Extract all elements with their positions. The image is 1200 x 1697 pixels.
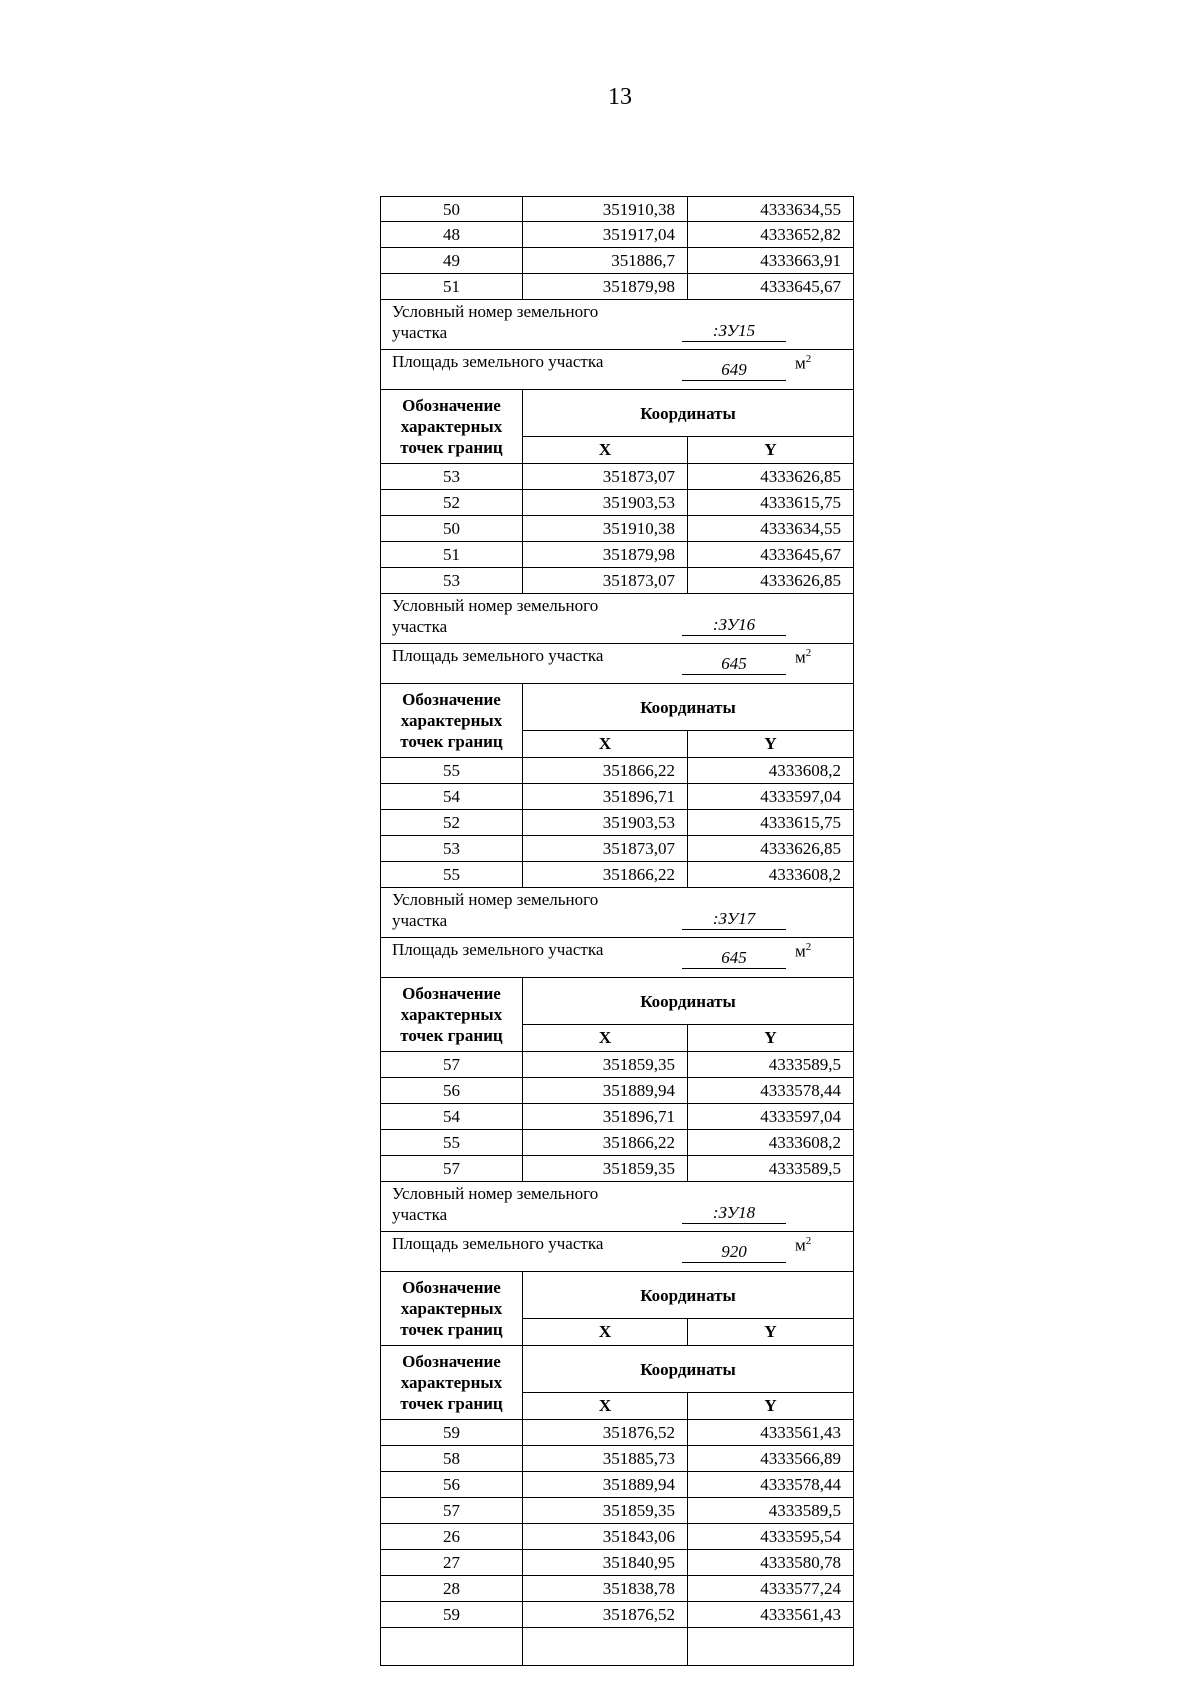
y-coordinate-cell: 4333561,43 (760, 1423, 841, 1442)
y-coordinate-cell: 4333578,44 (760, 1081, 841, 1100)
y-coordinate-cell: 4333626,85 (760, 571, 841, 590)
header-point-designation: Обозначение характерных точек границ (381, 978, 523, 1051)
coordinate-row (380, 568, 854, 594)
x-coordinate-cell: 351859,35 (523, 1156, 688, 1181)
coordinate-row (380, 862, 854, 888)
y-coordinate-cell: 4333645,67 (760, 545, 841, 564)
coordinate-row (380, 1078, 854, 1104)
y-coordinate-cell: 4333663,91 (760, 251, 841, 270)
parcel-area-row (380, 644, 854, 684)
point-number-cell: 51 (381, 542, 523, 567)
y-coordinate-cell: 4333580,78 (760, 1553, 841, 1572)
empty-table-row (380, 1628, 854, 1666)
area-unit: $м^2$ (795, 353, 812, 373)
point-number-cell: 27 (381, 1550, 523, 1575)
header-point-designation: Обозначение характерных точек границ (381, 684, 523, 757)
parcel-number-value: :ЗУ15 (682, 321, 786, 342)
header-x: X (523, 1025, 688, 1051)
coordinate-row (380, 196, 854, 222)
header-coordinates-group (523, 1272, 853, 1345)
point-number-cell: 59 (381, 1420, 523, 1445)
point-number-cell: 59 (381, 1602, 523, 1627)
point-number-cell: 55 (381, 862, 523, 887)
coordinate-row (380, 1498, 854, 1524)
parcel-number-row (380, 594, 854, 644)
header-coordinates-group (523, 684, 853, 757)
point-number-cell: 51 (381, 274, 523, 299)
header-axes (523, 437, 853, 463)
point-number-cell: 57 (381, 1156, 523, 1181)
table-header (380, 1272, 854, 1346)
x-coordinate-cell: 351896,71 (523, 784, 688, 809)
coordinate-row (380, 810, 854, 836)
header-x: X (523, 1393, 688, 1419)
x-coordinate-cell: 351917,04 (523, 222, 688, 247)
y-coordinate-cell: 4333597,04 (760, 787, 841, 806)
x-coordinate-cell: 351879,98 (523, 274, 688, 299)
point-number-cell: 55 (381, 758, 523, 783)
table-header (380, 390, 854, 464)
coordinate-row (380, 1602, 854, 1628)
x-coordinate-cell: 351903,53 (523, 490, 688, 515)
x-coordinate-cell: 351859,35 (523, 1498, 688, 1523)
table-header (380, 684, 854, 758)
x-coordinate-cell: 351866,22 (523, 862, 688, 887)
parcel-area-row (380, 1232, 854, 1272)
header-point-designation: Обозначение характерных точек границ (381, 390, 523, 463)
x-coordinate-cell: 351859,35 (523, 1052, 688, 1077)
y-coordinate-cell: 4333645,67 (760, 277, 841, 296)
x-coordinate-cell: 351886,7 (523, 248, 688, 273)
x-coordinate-cell: 351889,94 (523, 1472, 688, 1497)
point-number-cell: 55 (381, 1130, 523, 1155)
coordinate-row (380, 1472, 854, 1498)
parcel-number-label: Условный номер земельного участка (392, 302, 599, 342)
y-coordinate-cell: 4333589,5 (768, 1501, 841, 1520)
coordinate-row (380, 1420, 854, 1446)
y-coordinate-cell: 4333615,75 (760, 813, 841, 832)
coordinate-row (380, 1052, 854, 1078)
point-number-cell: 52 (381, 810, 523, 835)
point-number-cell: 52 (381, 490, 523, 515)
y-coordinate-cell: 4333608,2 (768, 1133, 841, 1152)
header-x: X (523, 731, 688, 757)
point-number-cell: 54 (381, 784, 523, 809)
point-number-cell: 48 (381, 222, 523, 247)
point-number-cell: 50 (381, 197, 523, 221)
empty-x-cell (523, 1628, 688, 1665)
point-number-cell: 57 (381, 1052, 523, 1077)
point-number-cell: 53 (381, 464, 523, 489)
y-coordinate-cell: 4333634,55 (760, 200, 841, 219)
point-number-cell: 49 (381, 248, 523, 273)
header-coordinates-group (523, 978, 853, 1051)
header-point-designation: Обозначение характерных точек границ (381, 1346, 523, 1419)
point-number-cell: 50 (381, 516, 523, 541)
x-coordinate-cell: 351840,95 (523, 1550, 688, 1575)
coordinate-row (380, 1130, 854, 1156)
header-x: X (523, 1319, 688, 1345)
y-coordinate-cell: 4333566,89 (760, 1449, 841, 1468)
x-coordinate-cell: 351873,07 (523, 836, 688, 861)
parcel-number-row (380, 888, 854, 938)
header-axes (523, 1025, 853, 1051)
y-coordinate-cell: 4333561,43 (760, 1605, 841, 1624)
header-axes (523, 1393, 853, 1419)
x-coordinate-cell: 351866,22 (523, 1130, 688, 1155)
area-unit: $м^2$ (795, 647, 812, 667)
y-coordinate-cell: 4333578,44 (760, 1475, 841, 1494)
parcel-area-label: Площадь земельного участка (392, 940, 604, 959)
x-coordinate-cell: 351910,38 (523, 197, 688, 221)
parcel-area-row (380, 938, 854, 978)
coordinate-row (380, 1104, 854, 1130)
point-number-cell: 53 (381, 568, 523, 593)
header-point-designation: Обозначение характерных точек границ (381, 1272, 523, 1345)
area-unit: $м^2$ (795, 1235, 812, 1255)
x-coordinate-cell: 351843,06 (523, 1524, 688, 1549)
y-coordinate-cell: 4333608,2 (768, 761, 841, 780)
x-coordinate-cell: 351896,71 (523, 1104, 688, 1129)
coordinate-row (380, 1576, 854, 1602)
coordinate-row (380, 836, 854, 862)
x-coordinate-cell: 351879,98 (523, 542, 688, 567)
point-number-cell: 26 (381, 1524, 523, 1549)
header-coordinates: Координаты (523, 1272, 853, 1319)
header-coordinates-group (523, 390, 853, 463)
coordinate-row (380, 464, 854, 490)
point-number-cell: 54 (381, 1104, 523, 1129)
header-y: Y (764, 1396, 777, 1415)
y-coordinate-cell: 4333608,2 (768, 865, 841, 884)
x-coordinate-cell: 351838,78 (523, 1576, 688, 1601)
parcel-number-row (380, 300, 854, 350)
header-coordinates: Координаты (523, 978, 853, 1025)
x-coordinate-cell: 351876,52 (523, 1420, 688, 1445)
coordinates-document (380, 196, 854, 1666)
header-y: Y (764, 440, 777, 459)
parcel-area-label: Площадь земельного участка (392, 646, 604, 665)
coordinate-row (380, 758, 854, 784)
y-coordinate-cell: 4333595,54 (760, 1527, 841, 1546)
parcel-number-value: :ЗУ16 (682, 615, 786, 636)
y-coordinate-cell: 4333615,75 (760, 493, 841, 512)
point-number-cell: 28 (381, 1576, 523, 1601)
parcel-area-value: 645 (682, 948, 786, 969)
coordinate-row (380, 1524, 854, 1550)
header-y: Y (764, 1028, 777, 1047)
table-header (380, 978, 854, 1052)
point-number-cell: 53 (381, 836, 523, 861)
table-header (380, 1346, 854, 1420)
y-coordinate-cell: 4333589,5 (768, 1159, 841, 1178)
y-coordinate-cell: 4333652,82 (760, 225, 841, 244)
x-coordinate-cell: 351885,73 (523, 1446, 688, 1471)
x-coordinate-cell: 351889,94 (523, 1078, 688, 1103)
area-unit: $м^2$ (795, 941, 812, 961)
coordinate-row (380, 248, 854, 274)
y-coordinate-cell: 4333626,85 (760, 839, 841, 858)
header-coordinates: Координаты (523, 1346, 853, 1393)
coordinate-row (380, 542, 854, 568)
parcel-number-value: :ЗУ17 (682, 909, 786, 930)
header-x: X (523, 437, 688, 463)
parcel-area-label: Площадь земельного участка (392, 1234, 604, 1253)
header-axes (523, 731, 853, 757)
parcel-number-label: Условный номер земельного участка (392, 890, 599, 930)
y-coordinate-cell: 4333577,24 (760, 1579, 841, 1598)
coordinate-row (380, 222, 854, 248)
x-coordinate-cell: 351876,52 (523, 1602, 688, 1627)
parcel-area-label: Площадь земельного участка (392, 352, 604, 371)
parcel-number-row (380, 1182, 854, 1232)
y-coordinate-cell: 4333589,5 (768, 1055, 841, 1074)
parcel-area-value: 645 (682, 654, 786, 675)
x-coordinate-cell: 351873,07 (523, 568, 688, 593)
x-coordinate-cell: 351866,22 (523, 758, 688, 783)
coordinate-row (380, 490, 854, 516)
coordinate-row (380, 1446, 854, 1472)
parcel-area-value: 649 (682, 360, 786, 381)
empty-point-cell (381, 1628, 523, 1665)
parcel-number-label: Условный номер земельного участка (392, 1184, 599, 1224)
header-coordinates-group (523, 1346, 853, 1419)
coordinate-row (380, 274, 854, 300)
parcel-number-value: :ЗУ18 (682, 1203, 786, 1224)
y-coordinate-cell: 4333626,85 (760, 467, 841, 486)
empty-y-cell (688, 1628, 853, 1665)
header-coordinates: Координаты (523, 390, 853, 437)
x-coordinate-cell: 351903,53 (523, 810, 688, 835)
x-coordinate-cell: 351910,38 (523, 516, 688, 541)
y-coordinate-cell: 4333634,55 (760, 519, 841, 538)
header-axes (523, 1319, 853, 1345)
coordinate-row (380, 1156, 854, 1182)
parcel-area-row (380, 350, 854, 390)
parcel-area-value: 920 (682, 1242, 786, 1263)
page-number: 13 (608, 84, 632, 110)
point-number-cell: 57 (381, 1498, 523, 1523)
header-y: Y (764, 734, 777, 753)
point-number-cell: 58 (381, 1446, 523, 1471)
coordinate-row (380, 784, 854, 810)
point-number-cell: 56 (381, 1078, 523, 1103)
x-coordinate-cell: 351873,07 (523, 464, 688, 489)
coordinate-row (380, 1550, 854, 1576)
coordinate-row (380, 516, 854, 542)
header-y: Y (764, 1322, 777, 1341)
header-coordinates: Координаты (523, 684, 853, 731)
y-coordinate-cell: 4333597,04 (760, 1107, 841, 1126)
parcel-number-label: Условный номер земельного участка (392, 596, 599, 636)
point-number-cell: 56 (381, 1472, 523, 1497)
